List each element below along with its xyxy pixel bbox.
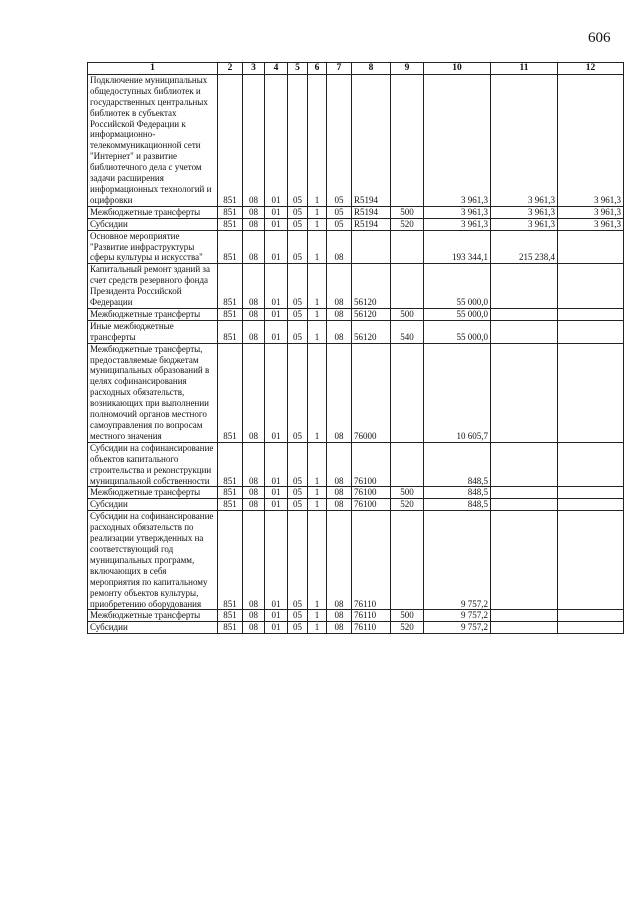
column-header: 9 bbox=[391, 63, 424, 75]
cell-c2: 851 bbox=[218, 308, 243, 320]
table-row bbox=[88, 622, 624, 634]
row-name-cell: Межбюджетные трансферты bbox=[88, 206, 218, 218]
cell-c6: 1 bbox=[308, 230, 327, 264]
row-name-cell: Межбюджетные трансферты bbox=[88, 487, 218, 499]
table-row bbox=[88, 610, 624, 622]
row-name-cell: Межбюджетные трансферты bbox=[88, 308, 218, 320]
cell-c11 bbox=[491, 610, 558, 622]
cell-c7: 08 bbox=[327, 487, 352, 499]
cell-c5: 05 bbox=[288, 308, 308, 320]
row-name-cell: Субсидии на софинансирование расходных обязательств по реализации утвержденных на соответствующий год муниципальных программ, включающих в себя мероприятия по капитальному ремонту объектов культуры, приобретению оборудования bbox=[88, 511, 218, 610]
cell-c3: 08 bbox=[243, 622, 265, 634]
table-body bbox=[88, 74, 624, 633]
cell-c6: 1 bbox=[308, 622, 327, 634]
cell-c5: 05 bbox=[288, 511, 308, 610]
cell-c4: 01 bbox=[265, 230, 288, 264]
cell-c12 bbox=[558, 343, 624, 442]
cell-c8: 56120 bbox=[352, 308, 391, 320]
cell-c7: 05 bbox=[327, 218, 352, 230]
header-row bbox=[88, 63, 624, 75]
cell-c5: 05 bbox=[288, 74, 308, 206]
cell-c6: 1 bbox=[308, 218, 327, 230]
cell-c7: 08 bbox=[327, 622, 352, 634]
cell-c2: 851 bbox=[218, 499, 243, 511]
row-name-cell: Подключение муниципальных общедоступных библиотек и государственных центральных библиотек в субъектах Российской Федерации к информационно-телекоммуникационной сети "Интернет" и развитие библиотечного дела с учетом задачи расширения информационных технологий и оцифровки bbox=[88, 74, 218, 206]
cell-c8: 76100 bbox=[352, 499, 391, 511]
cell-c11 bbox=[491, 320, 558, 343]
cell-c6: 1 bbox=[308, 264, 327, 309]
row-name-cell: Иные межбюджетные трансферты bbox=[88, 320, 218, 343]
cell-c11 bbox=[491, 499, 558, 511]
cell-c10: 55 000,0 bbox=[424, 320, 491, 343]
cell-c3: 08 bbox=[243, 320, 265, 343]
row-name-cell: Межбюджетные трансферты bbox=[88, 610, 218, 622]
cell-c12 bbox=[558, 442, 624, 487]
cell-c2: 851 bbox=[218, 343, 243, 442]
cell-c10: 848,5 bbox=[424, 487, 491, 499]
cell-c2: 851 bbox=[218, 230, 243, 264]
cell-c9: 520 bbox=[391, 622, 424, 634]
cell-c10: 848,5 bbox=[424, 442, 491, 487]
page-number: 606 bbox=[588, 30, 611, 46]
table-row bbox=[88, 230, 624, 264]
table-row bbox=[88, 206, 624, 218]
cell-c12 bbox=[558, 308, 624, 320]
cell-c3: 08 bbox=[243, 487, 265, 499]
cell-c2: 851 bbox=[218, 622, 243, 634]
cell-c3: 08 bbox=[243, 74, 265, 206]
cell-c7: 08 bbox=[327, 343, 352, 442]
cell-c5: 05 bbox=[288, 442, 308, 487]
table-row bbox=[88, 264, 624, 309]
cell-c2: 851 bbox=[218, 264, 243, 309]
cell-c6: 1 bbox=[308, 610, 327, 622]
column-header: 8 bbox=[352, 63, 391, 75]
cell-c9: 500 bbox=[391, 308, 424, 320]
cell-c9 bbox=[391, 442, 424, 487]
cell-c7: 08 bbox=[327, 320, 352, 343]
table-row bbox=[88, 74, 624, 206]
cell-c5: 05 bbox=[288, 206, 308, 218]
cell-c3: 08 bbox=[243, 230, 265, 264]
cell-c2: 851 bbox=[218, 74, 243, 206]
cell-c3: 08 bbox=[243, 264, 265, 309]
cell-c4: 01 bbox=[265, 308, 288, 320]
cell-c8: R5194 bbox=[352, 74, 391, 206]
cell-c8 bbox=[352, 230, 391, 264]
cell-c5: 05 bbox=[288, 218, 308, 230]
column-header: 10 bbox=[424, 63, 491, 75]
cell-c2: 851 bbox=[218, 206, 243, 218]
cell-c7: 05 bbox=[327, 74, 352, 206]
cell-c4: 01 bbox=[265, 622, 288, 634]
budget-table bbox=[87, 62, 624, 634]
cell-c10: 848,5 bbox=[424, 499, 491, 511]
cell-c5: 05 bbox=[288, 622, 308, 634]
cell-c2: 851 bbox=[218, 610, 243, 622]
cell-c8: 76000 bbox=[352, 343, 391, 442]
cell-c8: 76110 bbox=[352, 622, 391, 634]
cell-c11 bbox=[491, 308, 558, 320]
cell-c12: 3 961,3 bbox=[558, 218, 624, 230]
cell-c4: 01 bbox=[265, 343, 288, 442]
cell-c8: R5194 bbox=[352, 218, 391, 230]
cell-c9 bbox=[391, 230, 424, 264]
cell-c3: 08 bbox=[243, 442, 265, 487]
table-row bbox=[88, 442, 624, 487]
cell-c10: 55 000,0 bbox=[424, 308, 491, 320]
column-header: 6 bbox=[308, 63, 327, 75]
cell-c12 bbox=[558, 264, 624, 309]
cell-c7: 08 bbox=[327, 610, 352, 622]
cell-c3: 08 bbox=[243, 499, 265, 511]
column-header: 4 bbox=[265, 63, 288, 75]
cell-c11: 3 961,3 bbox=[491, 206, 558, 218]
cell-c5: 05 bbox=[288, 230, 308, 264]
cell-c7: 05 bbox=[327, 206, 352, 218]
table-row bbox=[88, 218, 624, 230]
cell-c5: 05 bbox=[288, 499, 308, 511]
cell-c11: 3 961,3 bbox=[491, 74, 558, 206]
cell-c6: 1 bbox=[308, 206, 327, 218]
cell-c8: 76100 bbox=[352, 487, 391, 499]
row-name-cell: Основное мероприятие "Развитие инфраструктуры сферы культуры и искусства" bbox=[88, 230, 218, 264]
table-row bbox=[88, 320, 624, 343]
cell-c5: 05 bbox=[288, 320, 308, 343]
cell-c10: 3 961,3 bbox=[424, 218, 491, 230]
cell-c9: 540 bbox=[391, 320, 424, 343]
column-header: 11 bbox=[491, 63, 558, 75]
cell-c9 bbox=[391, 511, 424, 610]
cell-c12 bbox=[558, 511, 624, 610]
cell-c6: 1 bbox=[308, 511, 327, 610]
cell-c10: 3 961,3 bbox=[424, 74, 491, 206]
cell-c3: 08 bbox=[243, 343, 265, 442]
cell-c12: 3 961,3 bbox=[558, 74, 624, 206]
cell-c3: 08 bbox=[243, 511, 265, 610]
cell-c7: 08 bbox=[327, 511, 352, 610]
cell-c5: 05 bbox=[288, 487, 308, 499]
cell-c4: 01 bbox=[265, 487, 288, 499]
cell-c10: 9 757,2 bbox=[424, 511, 491, 610]
cell-c6: 1 bbox=[308, 499, 327, 511]
column-header: 3 bbox=[243, 63, 265, 75]
cell-c7: 08 bbox=[327, 499, 352, 511]
row-name-cell: Субсидии на софинансирование объектов капитального строительства и реконструкции муниципальной собственности bbox=[88, 442, 218, 487]
cell-c10: 9 757,2 bbox=[424, 622, 491, 634]
cell-c8: 76110 bbox=[352, 610, 391, 622]
table-row bbox=[88, 487, 624, 499]
cell-c6: 1 bbox=[308, 74, 327, 206]
cell-c6: 1 bbox=[308, 487, 327, 499]
column-header: 12 bbox=[558, 63, 624, 75]
cell-c7: 08 bbox=[327, 442, 352, 487]
cell-c12 bbox=[558, 499, 624, 511]
cell-c3: 08 bbox=[243, 308, 265, 320]
cell-c10: 10 605,7 bbox=[424, 343, 491, 442]
table-row bbox=[88, 511, 624, 610]
cell-c10: 193 344,1 bbox=[424, 230, 491, 264]
cell-c4: 01 bbox=[265, 218, 288, 230]
cell-c6: 1 bbox=[308, 308, 327, 320]
cell-c12 bbox=[558, 230, 624, 264]
cell-c11 bbox=[491, 622, 558, 634]
column-header: 5 bbox=[288, 63, 308, 75]
cell-c12 bbox=[558, 320, 624, 343]
cell-c10: 9 757,2 bbox=[424, 610, 491, 622]
cell-c11 bbox=[491, 442, 558, 487]
cell-c3: 08 bbox=[243, 610, 265, 622]
cell-c12 bbox=[558, 487, 624, 499]
column-header: 7 bbox=[327, 63, 352, 75]
table-row bbox=[88, 343, 624, 442]
cell-c11 bbox=[491, 264, 558, 309]
row-name-cell: Межбюджетные трансферты, предоставляемые бюджетам муниципальных образований в целях софинансирования расходных обязательств, возникающих при выполнении полномочий органов местного самоуправления по вопросам местного значения bbox=[88, 343, 218, 442]
cell-c9 bbox=[391, 343, 424, 442]
row-name-cell: Субсидии bbox=[88, 499, 218, 511]
cell-c6: 1 bbox=[308, 320, 327, 343]
cell-c8: 56120 bbox=[352, 264, 391, 309]
cell-c6: 1 bbox=[308, 442, 327, 487]
cell-c4: 01 bbox=[265, 442, 288, 487]
cell-c6: 1 bbox=[308, 343, 327, 442]
cell-c3: 08 bbox=[243, 218, 265, 230]
row-name-cell: Субсидии bbox=[88, 622, 218, 634]
cell-c3: 08 bbox=[243, 206, 265, 218]
cell-c4: 01 bbox=[265, 499, 288, 511]
cell-c4: 01 bbox=[265, 264, 288, 309]
cell-c9 bbox=[391, 74, 424, 206]
cell-c10: 55 000,0 bbox=[424, 264, 491, 309]
cell-c4: 01 bbox=[265, 511, 288, 610]
cell-c8: R5194 bbox=[352, 206, 391, 218]
cell-c9: 500 bbox=[391, 610, 424, 622]
cell-c2: 851 bbox=[218, 511, 243, 610]
cell-c8: 56120 bbox=[352, 320, 391, 343]
cell-c11 bbox=[491, 343, 558, 442]
cell-c11 bbox=[491, 487, 558, 499]
cell-c7: 08 bbox=[327, 308, 352, 320]
cell-c4: 01 bbox=[265, 74, 288, 206]
cell-c9 bbox=[391, 264, 424, 309]
cell-c10: 3 961,3 bbox=[424, 206, 491, 218]
cell-c4: 01 bbox=[265, 610, 288, 622]
cell-c11: 215 238,4 bbox=[491, 230, 558, 264]
cell-c7: 08 bbox=[327, 264, 352, 309]
cell-c11 bbox=[491, 511, 558, 610]
cell-c4: 01 bbox=[265, 206, 288, 218]
cell-c9: 520 bbox=[391, 499, 424, 511]
cell-c8: 76100 bbox=[352, 442, 391, 487]
cell-c2: 851 bbox=[218, 487, 243, 499]
row-name-cell: Субсидии bbox=[88, 218, 218, 230]
table-row bbox=[88, 308, 624, 320]
cell-c2: 851 bbox=[218, 218, 243, 230]
cell-c12: 3 961,3 bbox=[558, 206, 624, 218]
cell-c5: 05 bbox=[288, 343, 308, 442]
cell-c12 bbox=[558, 610, 624, 622]
cell-c2: 851 bbox=[218, 320, 243, 343]
cell-c5: 05 bbox=[288, 610, 308, 622]
cell-c9: 520 bbox=[391, 218, 424, 230]
cell-c12 bbox=[558, 622, 624, 634]
column-header: 1 bbox=[88, 63, 218, 75]
column-header: 2 bbox=[218, 63, 243, 75]
cell-c2: 851 bbox=[218, 442, 243, 487]
cell-c8: 76110 bbox=[352, 511, 391, 610]
row-name-cell: Капитальный ремонт зданий за счет средств резервного фонда Президента Российской Федерации bbox=[88, 264, 218, 309]
cell-c7: 08 bbox=[327, 230, 352, 264]
cell-c9: 500 bbox=[391, 487, 424, 499]
cell-c9: 500 bbox=[391, 206, 424, 218]
cell-c4: 01 bbox=[265, 320, 288, 343]
table-row bbox=[88, 499, 624, 511]
cell-c11: 3 961,3 bbox=[491, 218, 558, 230]
cell-c5: 05 bbox=[288, 264, 308, 309]
